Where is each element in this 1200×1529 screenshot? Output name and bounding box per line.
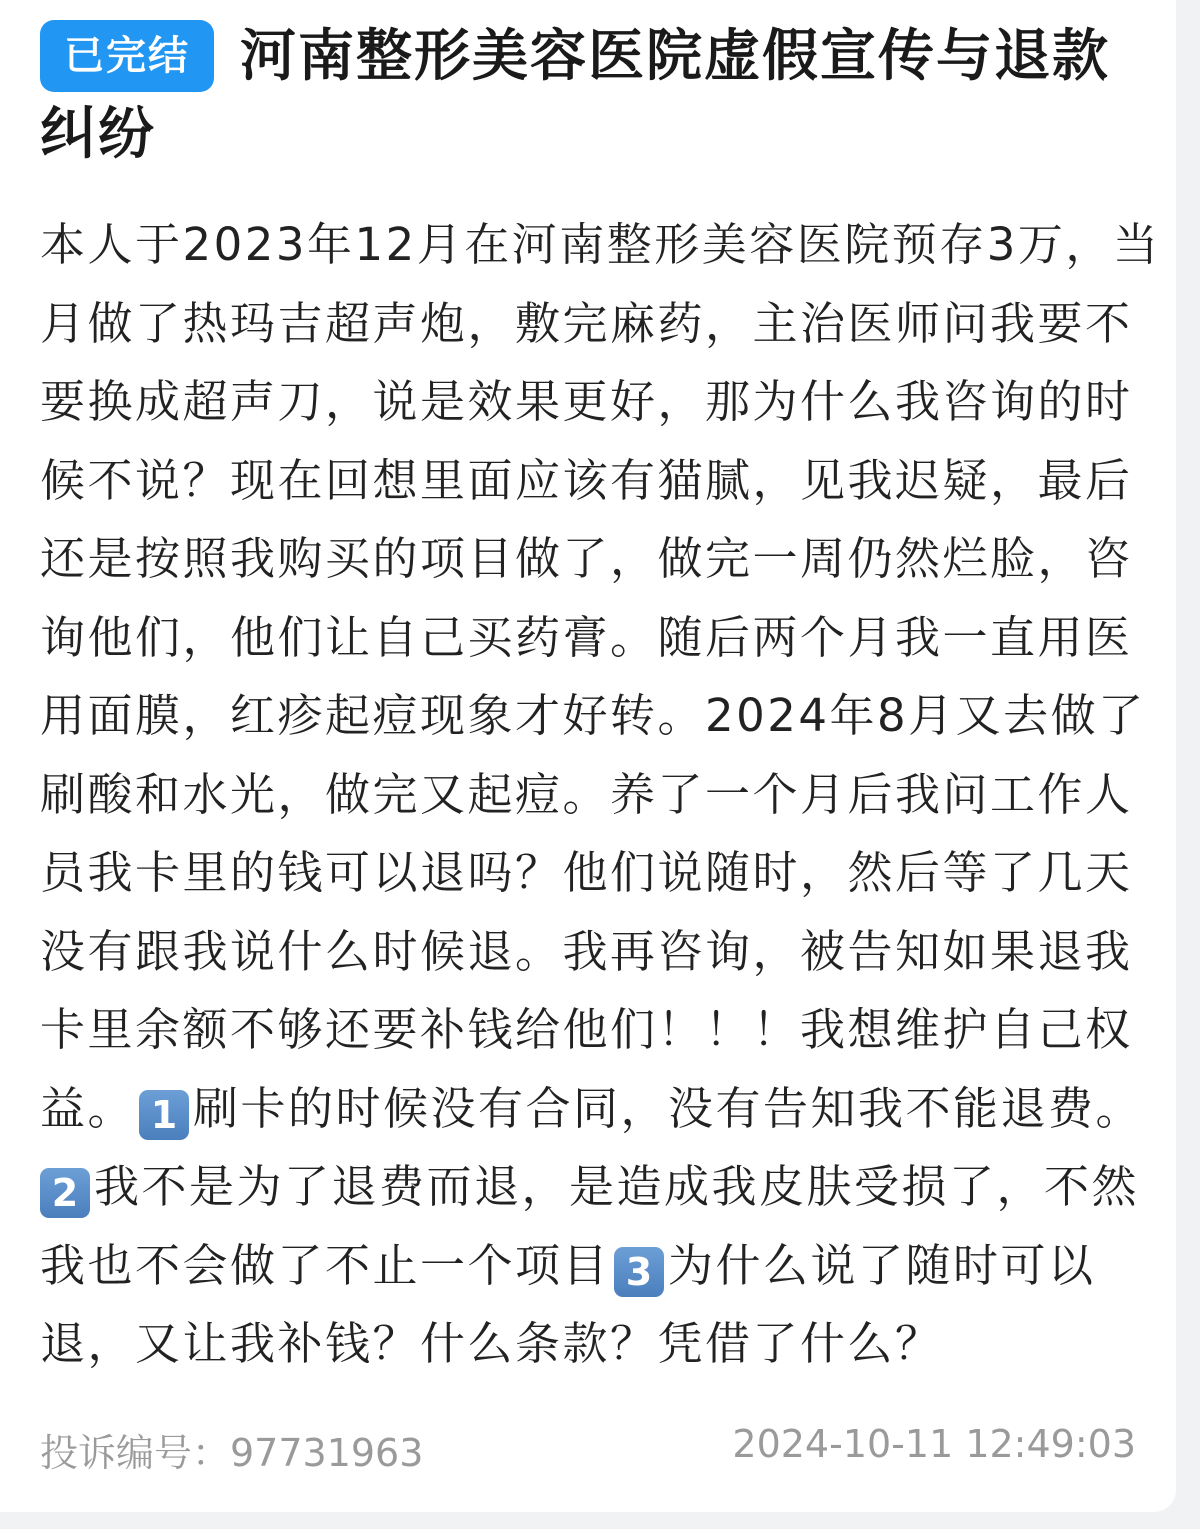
body-line: 没有跟我说什么时候退。我再咨询，被告知如果退我 bbox=[40, 924, 1133, 978]
post-body bbox=[40, 206, 1161, 1384]
body-line bbox=[40, 1148, 1150, 1227]
body-line: 要换成超声刀，说是效果更好，那为什么我咨询的时 bbox=[40, 375, 1133, 428]
status-badge: 已完结 bbox=[40, 20, 214, 92]
body-line: 退，又让我补钱？什么条款？凭借了什么？ bbox=[40, 1317, 943, 1370]
body-line: 刷酸和水光，做完又起痘。养了一个月后我问工作人 bbox=[40, 767, 1133, 821]
body-line: 候不说？现在回想里面应该有猫腻，见我迟疑，最后 bbox=[40, 453, 1133, 507]
body-line: 员我卡里的钱可以退吗？他们说随时，然后等了几天 bbox=[40, 846, 1133, 899]
body-text: 为什么说了随时可以 bbox=[668, 1238, 1096, 1292]
post-title-block bbox=[40, 18, 1150, 174]
complaint-id: 投诉编号：97731963 bbox=[40, 1431, 424, 1475]
body-text: 益。 bbox=[40, 1081, 136, 1135]
post-title: 河南整形美容医院虚假宣传与退款纠纷 bbox=[40, 24, 1110, 167]
body-line: 月做了热玛吉超声炮，敷完麻药，主治医师问我要不 bbox=[40, 296, 1133, 350]
keycap-2-icon: 2 bbox=[40, 1168, 90, 1218]
body-line: 询他们，他们让自己买药膏。随后两个月我一直用医 bbox=[40, 610, 1133, 664]
body-text: 我也不会做了不止一个项目 bbox=[40, 1238, 611, 1292]
body-line: 本人于2023年12月在河南整形美容医院预存3万，当 bbox=[40, 218, 1161, 271]
keycap-1-icon: 1 bbox=[139, 1090, 189, 1140]
keycap-3-icon: 3 bbox=[614, 1247, 664, 1297]
body-line bbox=[40, 1070, 1150, 1149]
body-line: 卡里余额不够还要补钱给他们！！！我想维护自己权 bbox=[40, 1003, 1133, 1056]
body-line bbox=[40, 1227, 1150, 1306]
post-footer bbox=[40, 1422, 1136, 1477]
body-line: 还是按照我购买的项目做了，做完一周仍然烂脸，咨 bbox=[40, 532, 1133, 585]
body-line: 用面膜，红疹起痘现象才好转。2024年8月又去做了 bbox=[40, 689, 1146, 742]
body-text: 我不是为了退费而退，是造成我皮肤受损了，不然 bbox=[94, 1160, 1140, 1213]
timestamp: 2024-10-11 12:49:03 bbox=[732, 1422, 1136, 1466]
body-text: 刷卡的时候没有合同，没有告知我不能退费。 bbox=[193, 1081, 1144, 1135]
